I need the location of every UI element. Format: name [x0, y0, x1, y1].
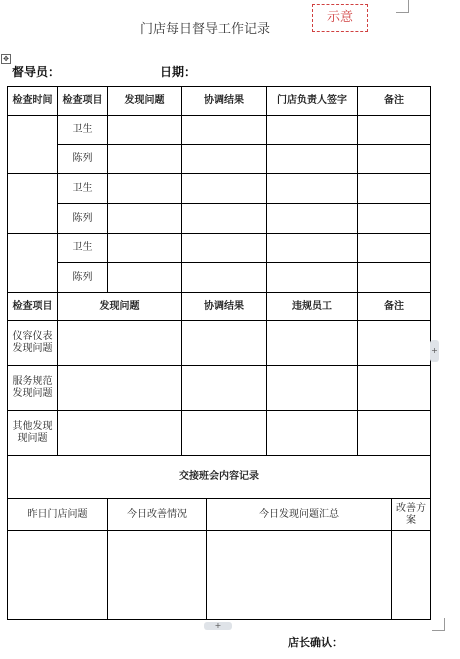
row-service-issues: 服务规范发现问题	[8, 366, 58, 411]
remarks-cell[interactable]	[358, 411, 431, 456]
remarks-cell[interactable]	[358, 145, 431, 174]
signature-cell[interactable]	[267, 204, 358, 234]
handover-meeting-title: 交接班会内容记录	[8, 456, 431, 499]
header-remarks-2: 备注	[358, 293, 431, 321]
item-display: 陈列	[58, 204, 108, 234]
sample-stamp: 示意	[312, 4, 368, 32]
document-title: 门店每日督导工作记录	[139, 22, 270, 37]
table-move-handle-icon[interactable]: ✥	[1, 54, 11, 64]
item-display: 陈列	[58, 145, 108, 174]
row-appearance-issues: 仪容仪表发现问题	[8, 321, 58, 366]
result-cell[interactable]	[182, 204, 267, 234]
found-issue-cell[interactable]	[58, 321, 182, 366]
yesterday-issues-cell[interactable]	[8, 531, 108, 620]
today-improvement-cell[interactable]	[108, 531, 207, 620]
check-time-cell[interactable]	[8, 116, 58, 174]
found-issue-cell[interactable]	[108, 145, 182, 174]
check-time-cell[interactable]	[8, 234, 58, 293]
remarks-cell[interactable]	[358, 234, 431, 263]
supervisor-label: 督导员：	[12, 65, 61, 79]
signature-cell[interactable]	[267, 145, 358, 174]
result-cell[interactable]	[182, 116, 267, 145]
improvement-plan-cell[interactable]	[392, 531, 431, 620]
date-label: 日期：	[160, 65, 197, 79]
found-issue-cell[interactable]	[108, 116, 182, 145]
result-cell[interactable]	[182, 366, 267, 411]
item-display: 陈列	[58, 263, 108, 293]
signature-cell[interactable]	[267, 263, 358, 293]
header-check-item: 检查项目	[58, 87, 108, 116]
signature-cell[interactable]	[267, 174, 358, 204]
page-corner-mark	[396, 0, 409, 13]
header-coordination-result-2: 协调结果	[182, 293, 267, 321]
found-issue-cell[interactable]	[108, 234, 182, 263]
supervision-table	[7, 86, 431, 499]
item-hygiene: 卫生	[58, 174, 108, 204]
found-issue-cell[interactable]	[108, 204, 182, 234]
found-issue-cell[interactable]	[58, 411, 182, 456]
header-found-issue: 发现问题	[108, 87, 182, 116]
result-cell[interactable]	[182, 174, 267, 204]
signature-cell[interactable]	[267, 234, 358, 263]
found-issue-cell[interactable]	[58, 366, 182, 411]
result-cell[interactable]	[182, 234, 267, 263]
header-improvement-plan: 改善方案	[392, 499, 431, 531]
header-yesterday-issues: 昨日门店问题	[8, 499, 108, 531]
store-manager-confirm-label: 店长确认：	[288, 636, 343, 649]
remarks-cell[interactable]	[358, 263, 431, 293]
result-cell[interactable]	[182, 411, 267, 456]
row-other-issues: 其他发现现问题	[8, 411, 58, 456]
header-check-item-2: 检查项目	[8, 293, 58, 321]
page-corner-mark	[432, 618, 445, 631]
violating-staff-cell[interactable]	[267, 366, 358, 411]
header-store-manager-signature: 门店负责人签字	[267, 87, 358, 116]
header-today-improvement: 今日改善情况	[108, 499, 207, 531]
violating-staff-cell[interactable]	[267, 411, 358, 456]
header-remarks: 备注	[358, 87, 431, 116]
check-time-cell[interactable]	[8, 174, 58, 234]
found-issue-cell[interactable]	[108, 263, 182, 293]
signature-cell[interactable]	[267, 116, 358, 145]
remarks-cell[interactable]	[358, 174, 431, 204]
violating-staff-cell[interactable]	[267, 321, 358, 366]
handover-table	[7, 498, 431, 620]
result-cell[interactable]	[182, 321, 267, 366]
header-today-issues-summary: 今日发现问题汇总	[207, 499, 392, 531]
header-found-issue-2: 发现问题	[58, 293, 182, 321]
remarks-cell[interactable]	[358, 116, 431, 145]
today-issues-summary-cell[interactable]	[207, 531, 392, 620]
item-hygiene: 卫生	[58, 234, 108, 263]
result-cell[interactable]	[182, 145, 267, 174]
remarks-cell[interactable]	[358, 321, 431, 366]
item-hygiene: 卫生	[58, 116, 108, 145]
add-column-icon[interactable]: +	[430, 340, 439, 362]
header-coordination-result: 协调结果	[182, 87, 267, 116]
found-issue-cell[interactable]	[108, 174, 182, 204]
result-cell[interactable]	[182, 263, 267, 293]
header-violating-staff: 违规员工	[267, 293, 358, 321]
header-check-time: 检查时间	[8, 87, 58, 116]
remarks-cell[interactable]	[358, 366, 431, 411]
add-row-icon[interactable]: +	[204, 622, 232, 630]
remarks-cell[interactable]	[358, 204, 431, 234]
